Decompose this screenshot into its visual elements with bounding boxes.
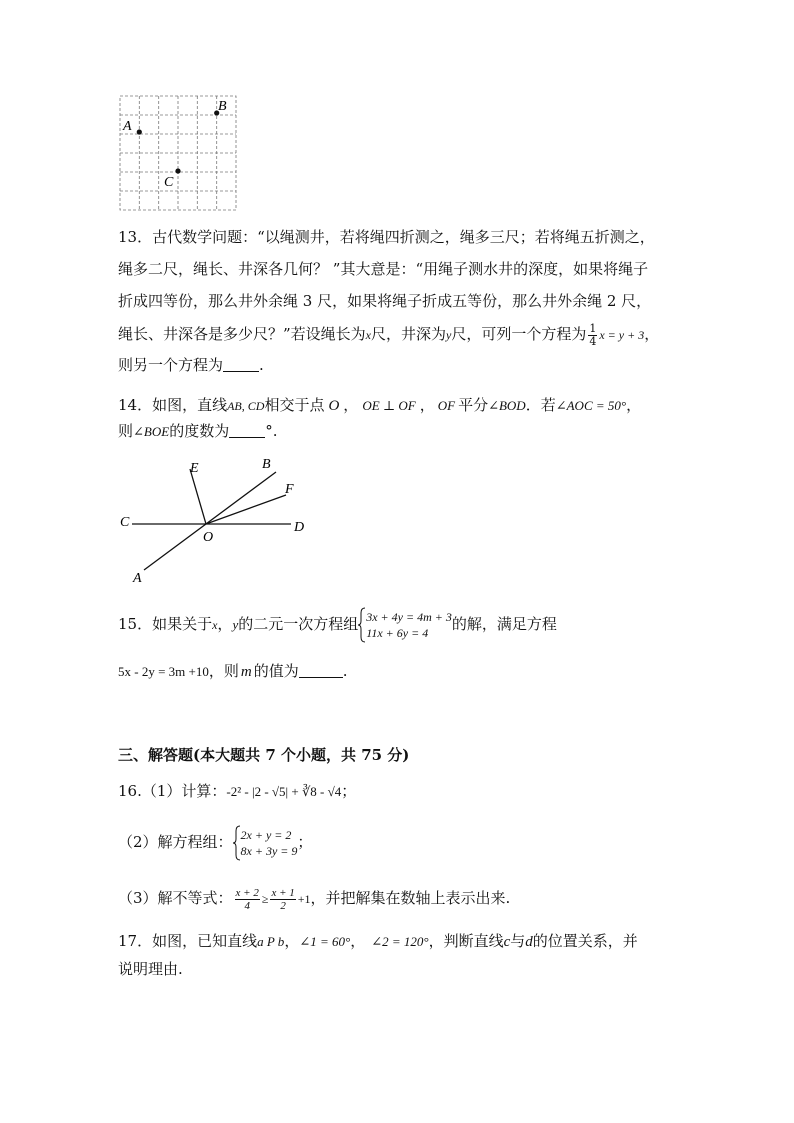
label-b: B — [218, 99, 227, 114]
q13-line-2: 绳多二尺，绳长、井深各几何？ ”其大意是：“用绳子测水井的深度，如果将绳子 — [118, 260, 649, 278]
section-3-heading: 三、解答题(本大题共 7 个小题，共 75 分) — [118, 746, 410, 764]
q15-line-1: 15．如果关于x，y的二元一次方程组 3x + 4y = 4m + 3 11x + 6y = 4 的解，满足方程 — [118, 604, 557, 645]
answer-blank-15[interactable] — [299, 661, 343, 678]
point-c — [175, 168, 180, 173]
svg-text:C: C — [120, 515, 130, 530]
q17-line-1: 17．如图，已知直线a P b，∠1 = 60°， ∠2 = 120°，判断直线c与d的位置关系，并 — [118, 932, 638, 950]
q13-text-b: 尺，井深为 — [371, 325, 447, 343]
var-x: x — [365, 328, 371, 342]
svg-text:B: B — [262, 457, 271, 472]
answer-blank-13[interactable] — [223, 355, 259, 372]
angle-figure — [116, 452, 316, 586]
q13-text-c: 尺，可列一个方程为 — [451, 325, 587, 343]
q13-text-a: 绳长、井深各是多少尺？”若设绳长为 — [118, 325, 366, 343]
q13-text-end: ， — [644, 325, 660, 343]
fraction-right: $\frac{x + 1}{2}$ — [271, 886, 295, 912]
label-c: C — [164, 175, 174, 190]
svg-text:O: O — [203, 530, 214, 545]
svg-text:E: E — [190, 461, 199, 476]
q16-part-2: （2）解方程组： 2x + y = 2 8x + 3y = 9 ； — [118, 822, 312, 862]
svg-text:F: F — [285, 482, 294, 497]
q14-line-2: 则∠BOE的度数为 °. — [118, 422, 278, 440]
q13-line-3: 折成四等份，那么井外余绳 3 尺，如果将绳子折成五等份，那么井外余绳 2 尺， — [118, 292, 652, 310]
var-y: y — [446, 328, 452, 342]
q13-line-5: 则另一个方程为 . — [118, 356, 264, 374]
svg-text:A: A — [133, 571, 142, 586]
q14-line-1: 14．如图，直线AB, CD相交于点 O ， OE ⊥ OF ， OF 平分∠BOD．若∠AOC = 50°， — [118, 396, 642, 414]
equation-fraction: $\frac{1}{4}$ — [589, 321, 597, 348]
ray-of — [206, 495, 286, 524]
brace-icon — [233, 825, 241, 861]
q13-line-1: 13．古代数学问题：“以绳测井，若将绳四折测之，绳多三尺；若将绳五折测之， — [118, 228, 655, 246]
fraction-left: $\frac{x + 2}{4}$ — [235, 886, 259, 912]
line-ab — [144, 472, 276, 570]
point-a — [137, 129, 142, 134]
q17-line-2: 说明理由. — [118, 960, 183, 978]
q16-part-3: （3）解不等式： $\frac{x + 2}{4}$ ≥ $\frac{x + 1}{2}$ +1，并把解集在数轴上表示出来. — [118, 886, 511, 912]
ray-oe — [190, 469, 206, 524]
q16-part-1: 16.（1）计算：-2² - |2 - √5| + ∛8 - √4； — [118, 782, 357, 800]
q13-line-4 — [118, 318, 659, 351]
label-a: A — [123, 119, 132, 134]
equation-rest: x = y + 3 — [599, 328, 645, 342]
grid-figure — [118, 94, 242, 214]
equation-system-2: 2x + y = 2 8x + 3y = 9 — [240, 828, 298, 858]
q15-line-2: 5x - 2y = 3m +10，则 m 的值为 . — [118, 662, 348, 680]
equation-system: 3x + 4y = 4m + 3 11x + 6y = 4 — [366, 610, 452, 640]
svg-text:D: D — [294, 520, 305, 535]
answer-blank-14[interactable] — [229, 421, 265, 438]
